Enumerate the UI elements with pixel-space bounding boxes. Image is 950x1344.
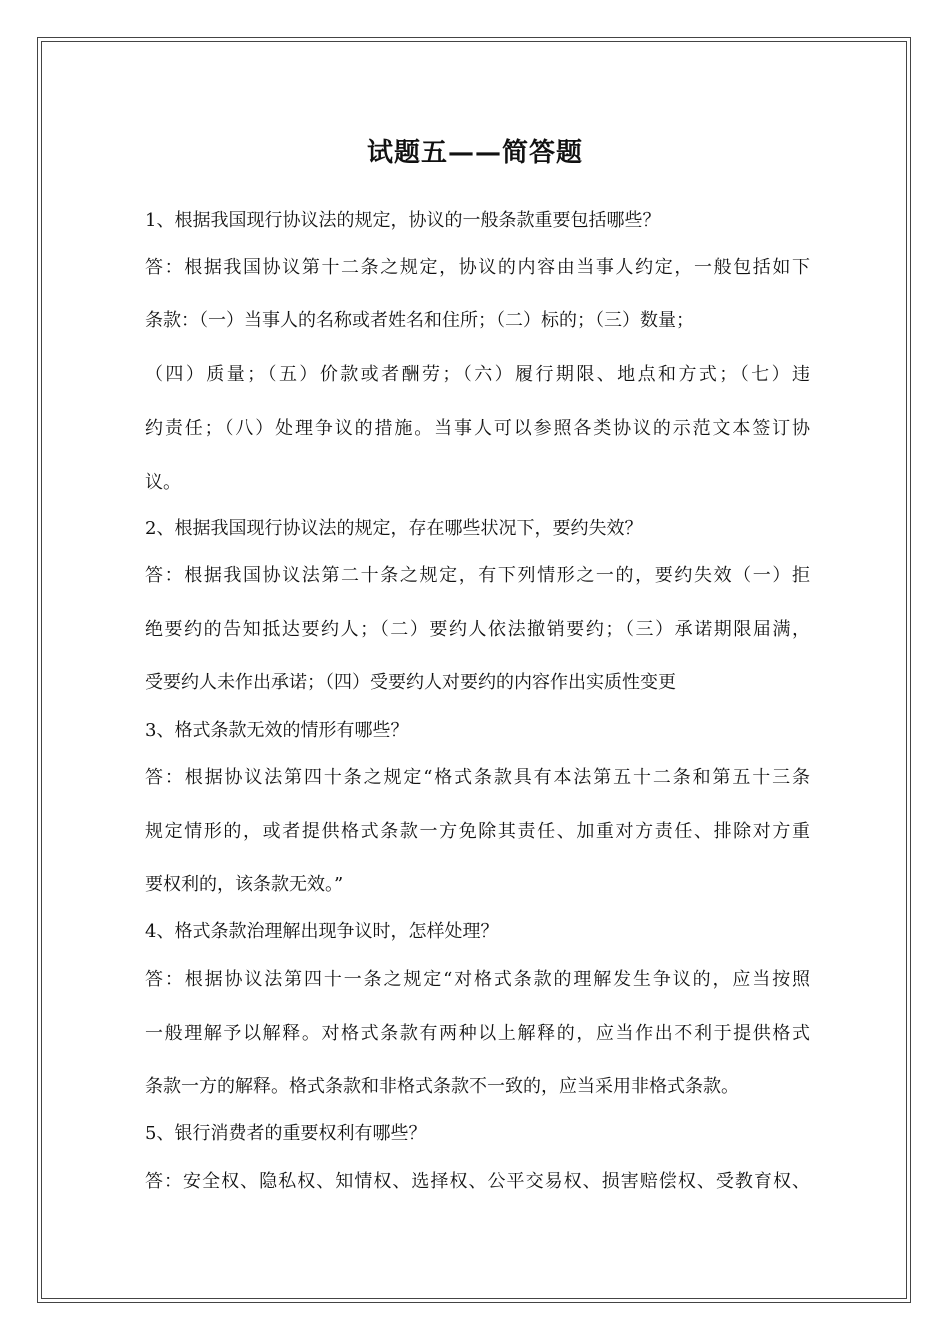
- answer-2-line-3: 受要约人未作出承诺；（四）受要约人对要约的内容作出实质性变更: [145, 672, 676, 693]
- answer-4-line-3: 条款一方的解释。格式条款和非格式条款不一致的，应当采用非格式条款。: [145, 1076, 739, 1097]
- answer-1-line-1: 答：根据我国协议第十二条之规定，协议的内容由当事人约定，一般包括如下: [145, 257, 810, 278]
- answer-2-line-1: 答：根据我国协议法第二十条之规定，有下列情形之一的，要约失效（一）拒: [145, 565, 810, 586]
- answer-1-line-3: （四）质量；（五）价款或者酬劳；（六）履行期限、地点和方式；（七）违: [145, 364, 810, 385]
- answer-3-line-1: 答：根据协议法第四十条之规定“格式条款具有本法第五十二条和第五十三条: [145, 767, 810, 788]
- answer-2-line-2: 绝要约的告知抵达要约人；（二）要约人依法撤销要约；（三）承诺期限届满，: [145, 619, 810, 640]
- answer-4-line-1: 答：根据协议法第四十一条之规定“对格式条款的理解发生争议的，应当按照: [145, 969, 810, 990]
- question-5: 5、银行消费者的重要权利有哪些？: [145, 1123, 427, 1144]
- question-2: 2、根据我国现行协议法的规定，存在哪些状况下，要约失效？: [145, 518, 643, 539]
- question-1: 1、根据我国现行协议法的规定，协议的一般条款重要包括哪些？: [145, 210, 661, 231]
- question-4: 4、格式条款治理解出现争议时，怎样处理？: [145, 921, 499, 942]
- answer-3-line-3: 要权利的，该条款无效。”: [145, 874, 344, 895]
- answer-4-line-2: 一般理解予以解释。对格式条款有两种以上解释的，应当作出不利于提供格式: [145, 1023, 810, 1044]
- document-title: 试题五——简答题: [366, 138, 583, 168]
- question-3: 3、格式条款无效的情形有哪些？: [145, 720, 409, 741]
- answer-1-line-4: 约责任；（八）处理争议的措施。当事人可以参照各类协议的示范文本签订协: [145, 418, 810, 439]
- answer-1-line-5: 议。: [145, 472, 181, 493]
- answer-5-line-1: 答：安全权、隐私权、知情权、选择权、公平交易权、损害赔偿权、受教育权、: [145, 1171, 810, 1192]
- answer-3-line-2: 规定情形的，或者提供格式条款一方免除其责任、加重对方责任、排除对方重: [145, 821, 810, 842]
- answer-1-line-2: 条款：（一）当事人的名称或者姓名和住所；（二）标的；（三）数量；: [145, 310, 694, 331]
